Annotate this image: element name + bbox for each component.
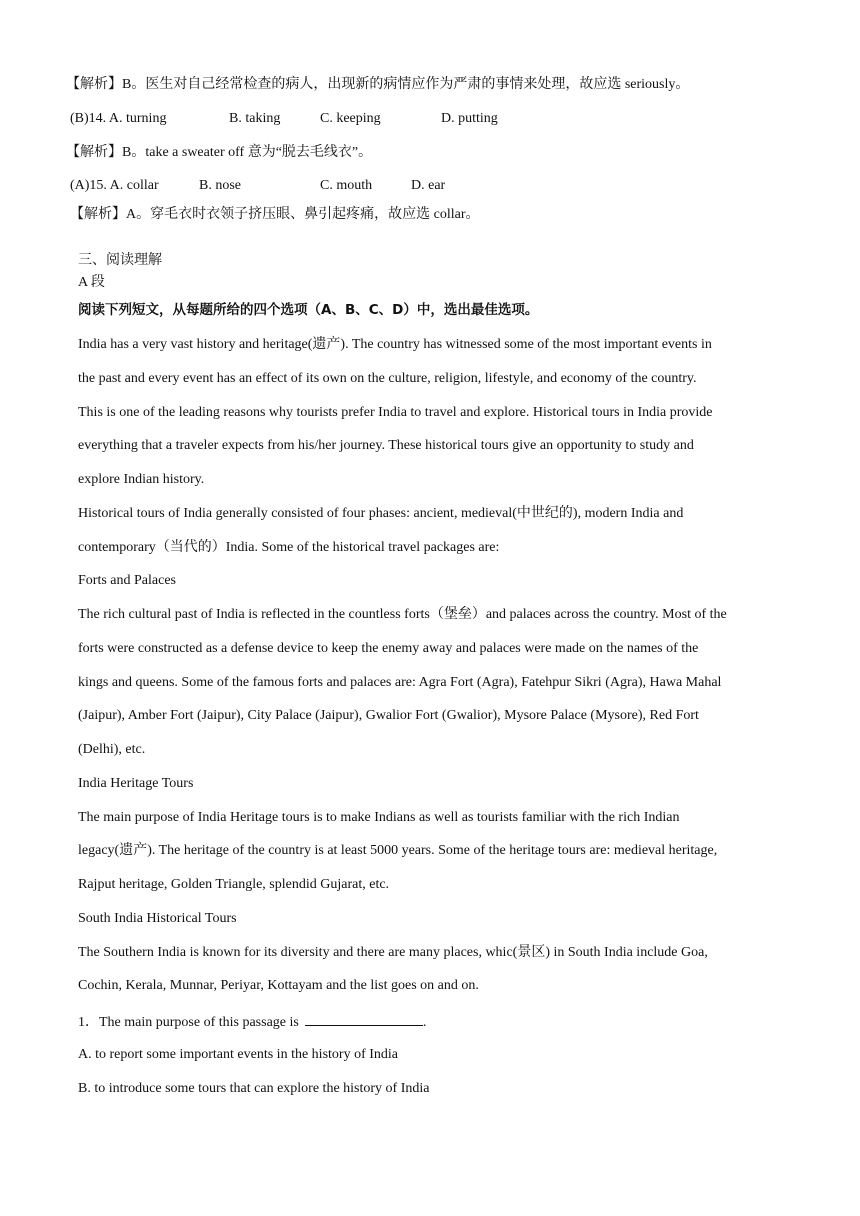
passage-line: explore Indian history. [78, 472, 205, 487]
question-1-option-a: A. to report some important events in the history of India [78, 1047, 398, 1062]
passage-line: legacy(遗产). The heritage of the country is at least 5000 years. Some of the heritage tours are: medieval heritage, [78, 843, 718, 859]
q15-option-b: B. nose [199, 178, 241, 193]
q14-option-b: B. taking [229, 111, 281, 126]
passage-line: Rajput heritage, Golden Triangle, splendid Gujarat, etc. [78, 877, 390, 892]
passage-line: everything that a traveler expects from his/her journey. These historical tours give an opportunity to study and [78, 438, 694, 454]
q15-option-c: C. mouth [320, 178, 373, 193]
passage-line: Cochin, Kerala, Munnar, Periyar, Kottayam and the list goes on and on. [78, 978, 479, 994]
passage-line: Historical tours of India generally consisted of four phases: ancient, medieval(中世纪的), modern India and [78, 505, 684, 521]
passage-line: The main purpose of India Heritage tours is to make Indians as well as tourists familiar with the rich Indian [78, 809, 680, 825]
passage-line: the past and every event has an effect of its own on the culture, religion, lifestyle, and economy of the country. [78, 370, 697, 386]
question-1-stem-text: 1．The main purpose of this passage is [78, 1015, 299, 1030]
passage-line: kings and queens. Some of the famous forts and palaces are: Agra Fort (Agra), Fatehpur Sikri (Agra), Hawa Mahal [78, 674, 722, 690]
passage-line: The rich cultural past of India is reflected in the countless forts（堡垒）and palaces across the country. Most of the [78, 607, 727, 622]
passage-line: The Southern India is known for its diversity and there are many places, whic(景区) in South India include Goa, [78, 944, 708, 960]
passage-line: This is one of the leading reasons why tourists prefer India to travel and explore. Historical tours in India provide [78, 404, 713, 420]
instruction: 阅读下列短文，从每题所给的四个选项（A、B、C、D）中，选出最佳选项。 [78, 302, 539, 318]
question-1-option-b: B. to introduce some tours that can explore the history of India [78, 1081, 430, 1096]
question-1-stem-end: . [422, 1015, 427, 1030]
passage-line: India has a very vast history and heritage(遗产). The country has witnessed some of the most important events in [78, 337, 712, 352]
passage-line: (Jaipur), Amber Fort (Jaipur), City Palace (Jaipur), Gwalior Fort (Gwalior), Mysore Palace (Mysore), Red Fort [78, 708, 699, 724]
q14-option-c: C. keeping [320, 111, 381, 126]
q15-option-a: (A)15. A. collar [70, 178, 159, 193]
passage-line: Forts and Palaces [78, 573, 176, 589]
passage-line: forts were constructed as a defense device to keep the enemy away and palaces were made on the names of the [78, 640, 699, 656]
section-title: 三、阅读理解 [78, 253, 162, 268]
passage-line: South India Historical Tours [78, 910, 237, 926]
answer-blank [305, 1012, 423, 1026]
passage-line: (Delhi), etc. [78, 742, 146, 757]
passage-line: contemporary（当代的）India. Some of the historical travel packages are: [78, 539, 500, 555]
part-title: A 段 [78, 275, 105, 290]
q14-option-a: (B)14. A. turning [70, 111, 167, 126]
analysis-14: 【解析】B。take a sweater off 意为“脱去毛线衣”。 [66, 145, 373, 160]
analysis-15: 【解析】A。穿毛衣时衣领子挤压眼、鼻引起疼痛，故应选 collar。 [70, 207, 480, 222]
analysis-13: 【解析】B。医生对自己经常检查的病人，出现新的病情应作为严肃的事情来处理，故应选 seriously。 [66, 77, 690, 92]
passage-line: India Heritage Tours [78, 775, 194, 791]
q15-option-d: D. ear [411, 178, 446, 193]
q14-option-d: D. putting [441, 111, 498, 126]
question-1-stem [78, 1012, 426, 1032]
